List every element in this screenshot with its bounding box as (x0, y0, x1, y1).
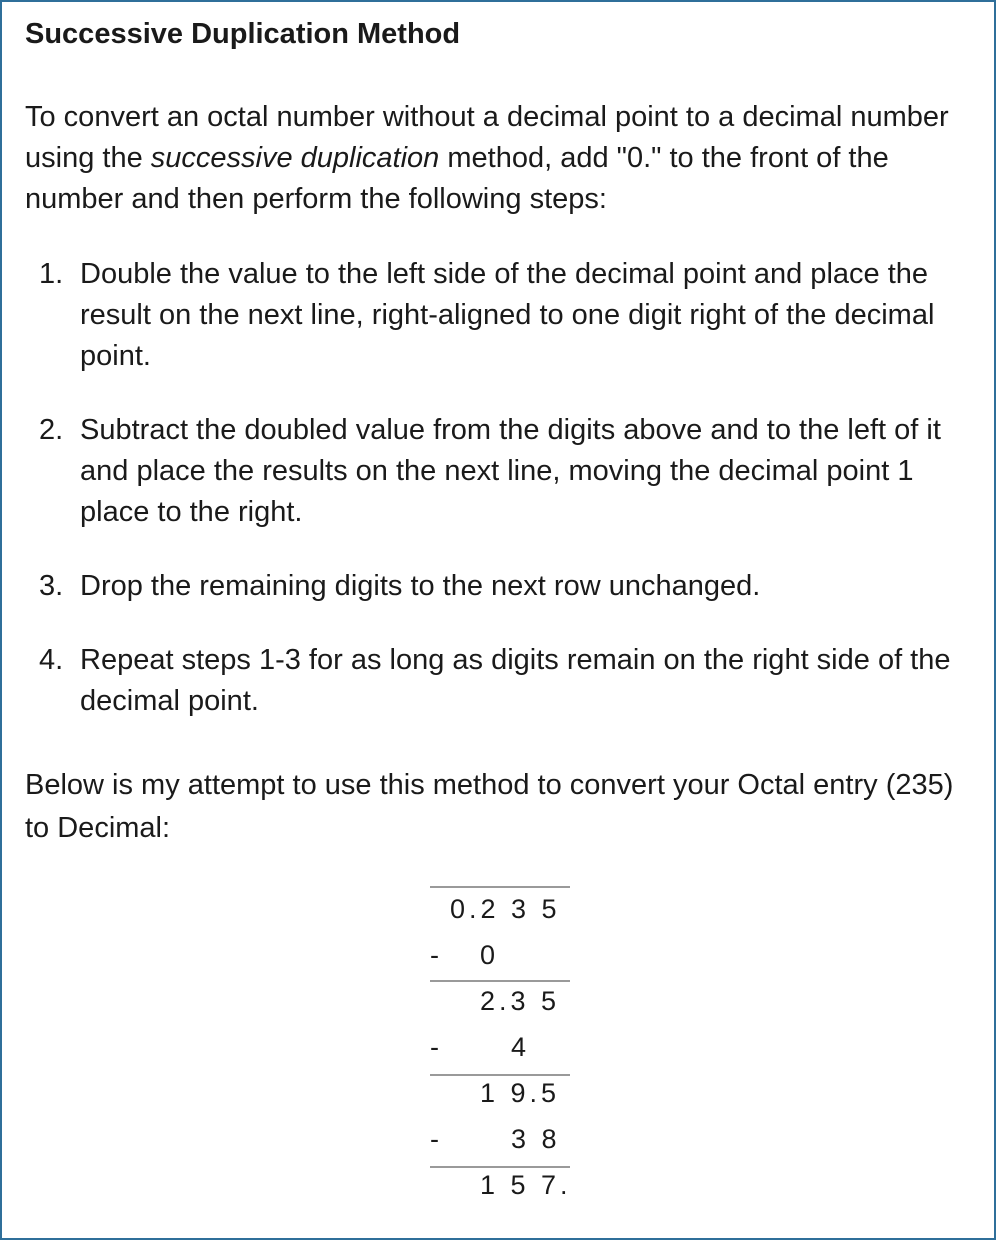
step-text: Double the value to the left side of the decimal point and place the result on the next line, right-aligned to one digit right of the decimal point. (80, 258, 935, 372)
minus-sign: - (430, 940, 439, 970)
calc-row (430, 1162, 570, 1208)
calc-row (430, 886, 570, 932)
step-text: Repeat steps 1-3 for as long as digits remain on the right side of the decimal point. (80, 644, 951, 717)
calc-value: 4 (511, 1032, 531, 1062)
intro-paragraph (25, 97, 975, 220)
example-intro: Below is my attempt to use this method to convert your Octal entry (235) to Decimal: (25, 769, 954, 844)
calc-value: 2.3 5 (480, 986, 561, 1016)
step-text: Subtract the doubled value from the digits above and to the left of it and place the results on the next line, moving the decimal point 1 place to the right. (80, 414, 941, 528)
step-number: 2. (39, 414, 64, 446)
step-text: Drop the remaining digits to the next row unchanged. (80, 570, 761, 602)
calc-value: 0.2 3 5 (450, 894, 561, 924)
calculation-table (430, 886, 570, 1208)
intro-text-start: To convert an octal number without a decimal point to a decimal number using the (25, 101, 949, 174)
minus-sign: - (430, 1124, 439, 1154)
calc-row (430, 1116, 570, 1162)
step-number: 4. (39, 644, 64, 676)
minus-sign: - (430, 1032, 439, 1062)
step-number: 3. (39, 570, 64, 602)
calc-row (430, 1070, 570, 1116)
calc-row (430, 978, 570, 1024)
calc-row (430, 1024, 570, 1070)
step-item (25, 640, 975, 722)
intro-text-end: method, add "0." to the front of the number and then perform the following steps: (25, 142, 889, 215)
calc-row (430, 932, 570, 978)
calc-value: 1 9.5 (480, 1078, 561, 1108)
step-item (25, 254, 975, 377)
step-number: 1. (39, 258, 64, 290)
steps-list (25, 254, 975, 755)
calc-value: 0 (480, 940, 500, 970)
step-item (25, 566, 975, 607)
step-item (25, 410, 975, 533)
section-title: Successive Duplication Method (25, 18, 461, 50)
intro-emphasis: successive duplication (150, 142, 440, 174)
calc-value: 1 5 7. (480, 1170, 572, 1200)
calc-value: 3 8 (511, 1124, 561, 1154)
